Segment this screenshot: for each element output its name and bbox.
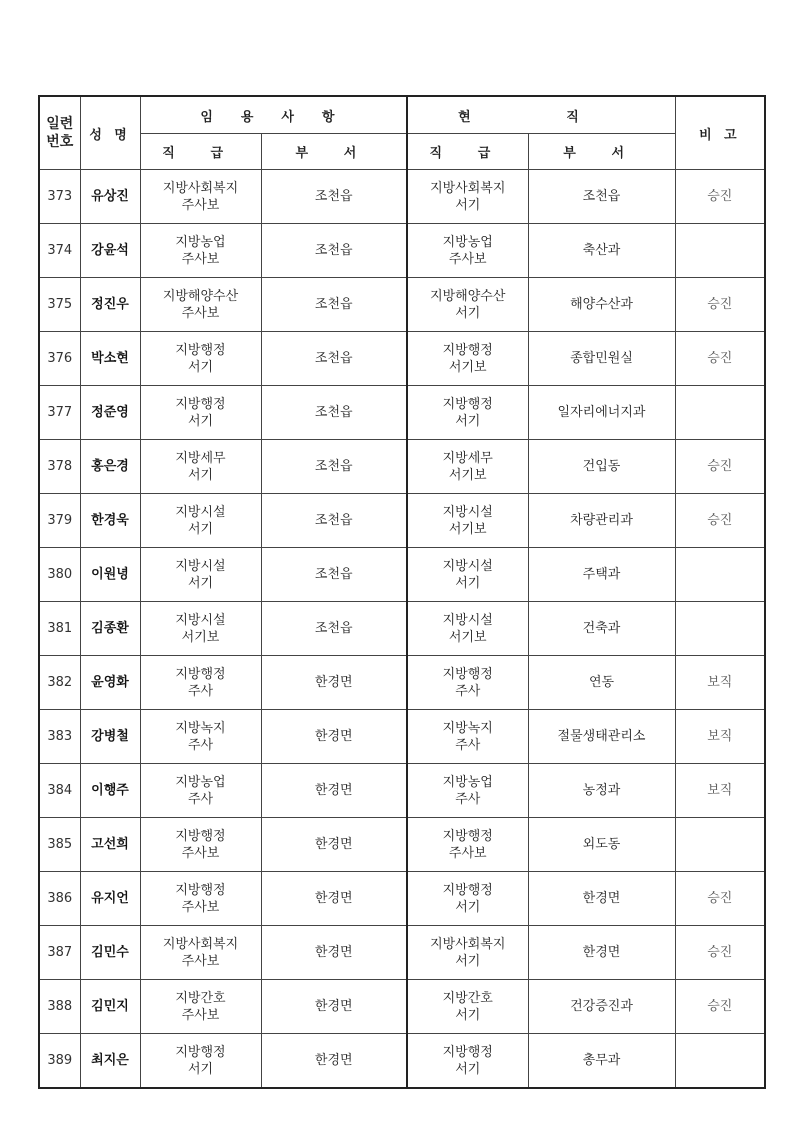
- current-dept-cell: 한경면: [528, 872, 675, 926]
- current-rank-cell: 지방간호 서기: [407, 980, 528, 1034]
- header-new-rank: 직 급: [140, 134, 261, 170]
- new-rank-cell: 지방농업 주사: [140, 764, 261, 818]
- current-rank-cell: 지방행정 주사보: [407, 818, 528, 872]
- note-cell: 승진: [675, 170, 765, 224]
- employee-name-cell: 이행주: [80, 764, 140, 818]
- new-dept-cell: 한경면: [261, 980, 407, 1034]
- current-dept-cell: 총무과: [528, 1034, 675, 1089]
- serial-number-cell: 382: [39, 656, 80, 710]
- serial-number-cell: 375: [39, 278, 80, 332]
- new-rank-cell: 지방녹지 주사: [140, 710, 261, 764]
- serial-number-cell: 377: [39, 386, 80, 440]
- table-row: [39, 224, 765, 278]
- current-dept-cell: 농정과: [528, 764, 675, 818]
- new-dept-cell: 한경면: [261, 656, 407, 710]
- employee-name-cell: 강병철: [80, 710, 140, 764]
- header-new-dept: 부 서: [261, 134, 407, 170]
- header-cur-rank: 직 급: [407, 134, 528, 170]
- header-note: 비 고: [675, 96, 765, 170]
- new-dept-cell: 조천읍: [261, 332, 407, 386]
- header-appointment: 임 용 사 항: [140, 96, 407, 134]
- note-cell: 승진: [675, 494, 765, 548]
- table-body: [39, 170, 765, 1089]
- new-rank-cell: 지방시설 서기: [140, 548, 261, 602]
- employee-name-cell: 김민수: [80, 926, 140, 980]
- current-dept-cell: 차량관리과: [528, 494, 675, 548]
- new-dept-cell: 조천읍: [261, 224, 407, 278]
- note-cell: 승진: [675, 332, 765, 386]
- serial-number-cell: 379: [39, 494, 80, 548]
- employee-name-cell: 박소현: [80, 332, 140, 386]
- employee-name-cell: 김민지: [80, 980, 140, 1034]
- current-dept-cell: 축산과: [528, 224, 675, 278]
- current-rank-cell: 지방농업 주사: [407, 764, 528, 818]
- current-rank-cell: 지방해양수산 서기: [407, 278, 528, 332]
- current-rank-cell: 지방녹지 주사: [407, 710, 528, 764]
- current-rank-cell: 지방행정 서기보: [407, 332, 528, 386]
- table-row: [39, 710, 765, 764]
- header-cur-dept: 부 서: [528, 134, 675, 170]
- new-dept-cell: 한경면: [261, 1034, 407, 1089]
- serial-number-cell: 380: [39, 548, 80, 602]
- note-cell: 승진: [675, 872, 765, 926]
- note-cell: 승진: [675, 926, 765, 980]
- new-dept-cell: 조천읍: [261, 494, 407, 548]
- current-rank-cell: 지방세무 서기보: [407, 440, 528, 494]
- employee-name-cell: 고선희: [80, 818, 140, 872]
- serial-number-cell: 385: [39, 818, 80, 872]
- table-row: [39, 980, 765, 1034]
- new-rank-cell: 지방해양수산 주사보: [140, 278, 261, 332]
- new-dept-cell: 한경면: [261, 710, 407, 764]
- note-cell: 보직: [675, 656, 765, 710]
- new-dept-cell: 조천읍: [261, 440, 407, 494]
- serial-number-cell: 381: [39, 602, 80, 656]
- header-current: 현 직: [407, 96, 675, 134]
- new-rank-cell: 지방사회복지 주사보: [140, 926, 261, 980]
- new-rank-cell: 지방시설 서기: [140, 494, 261, 548]
- new-dept-cell: 한경면: [261, 872, 407, 926]
- new-rank-cell: 지방시설 서기보: [140, 602, 261, 656]
- current-dept-cell: 건강증진과: [528, 980, 675, 1034]
- serial-number-cell: 388: [39, 980, 80, 1034]
- table-row: [39, 764, 765, 818]
- current-dept-cell: 일자리에너지과: [528, 386, 675, 440]
- employee-name-cell: 정진우: [80, 278, 140, 332]
- new-rank-cell: 지방행정 서기: [140, 332, 261, 386]
- serial-number-cell: 386: [39, 872, 80, 926]
- header-name: 성 명: [80, 96, 140, 170]
- current-rank-cell: 지방시설 서기보: [407, 494, 528, 548]
- serial-number-cell: 373: [39, 170, 80, 224]
- employee-name-cell: 김종환: [80, 602, 140, 656]
- note-cell: [675, 548, 765, 602]
- note-cell: [675, 224, 765, 278]
- new-rank-cell: 지방사회복지 주사보: [140, 170, 261, 224]
- employee-name-cell: 이원녕: [80, 548, 140, 602]
- table-row: [39, 818, 765, 872]
- table-row: [39, 170, 765, 224]
- table-row: [39, 494, 765, 548]
- current-rank-cell: 지방행정 서기: [407, 386, 528, 440]
- serial-number-cell: 376: [39, 332, 80, 386]
- new-rank-cell: 지방행정 주사: [140, 656, 261, 710]
- new-rank-cell: 지방행정 서기: [140, 1034, 261, 1089]
- table-row: [39, 440, 765, 494]
- employee-name-cell: 정준영: [80, 386, 140, 440]
- new-dept-cell: 조천읍: [261, 386, 407, 440]
- new-dept-cell: 한경면: [261, 818, 407, 872]
- note-cell: 보직: [675, 764, 765, 818]
- employee-name-cell: 홍은경: [80, 440, 140, 494]
- employee-name-cell: 한경욱: [80, 494, 140, 548]
- note-cell: 승진: [675, 980, 765, 1034]
- table-row: [39, 926, 765, 980]
- employee-name-cell: 유상진: [80, 170, 140, 224]
- note-cell: [675, 602, 765, 656]
- current-rank-cell: 지방시설 서기보: [407, 602, 528, 656]
- table-row: [39, 602, 765, 656]
- new-rank-cell: 지방행정 주사보: [140, 872, 261, 926]
- note-cell: 승진: [675, 440, 765, 494]
- new-dept-cell: 조천읍: [261, 602, 407, 656]
- note-cell: 승진: [675, 278, 765, 332]
- table-row: [39, 548, 765, 602]
- new-rank-cell: 지방간호 주사보: [140, 980, 261, 1034]
- new-rank-cell: 지방행정 서기: [140, 386, 261, 440]
- current-dept-cell: 절물생태관리소: [528, 710, 675, 764]
- current-rank-cell: 지방농업 주사보: [407, 224, 528, 278]
- current-dept-cell: 외도동: [528, 818, 675, 872]
- table-row: [39, 1034, 765, 1089]
- current-dept-cell: 연동: [528, 656, 675, 710]
- note-cell: 보직: [675, 710, 765, 764]
- personnel-table: [38, 95, 766, 1089]
- employee-name-cell: 최지은: [80, 1034, 140, 1089]
- table-row: [39, 386, 765, 440]
- current-rank-cell: 지방사회복지 서기: [407, 926, 528, 980]
- new-rank-cell: 지방세무 서기: [140, 440, 261, 494]
- table-row: [39, 872, 765, 926]
- current-dept-cell: 주택과: [528, 548, 675, 602]
- current-dept-cell: 해양수산과: [528, 278, 675, 332]
- new-rank-cell: 지방농업 주사보: [140, 224, 261, 278]
- employee-name-cell: 윤영화: [80, 656, 140, 710]
- note-cell: [675, 1034, 765, 1089]
- current-dept-cell: 건축과: [528, 602, 675, 656]
- note-cell: [675, 818, 765, 872]
- current-dept-cell: 종합민원실: [528, 332, 675, 386]
- current-dept-cell: 한경면: [528, 926, 675, 980]
- current-rank-cell: 지방사회복지 서기: [407, 170, 528, 224]
- table-row: [39, 656, 765, 710]
- current-dept-cell: 조천읍: [528, 170, 675, 224]
- current-rank-cell: 지방행정 서기: [407, 1034, 528, 1089]
- new-dept-cell: 한경면: [261, 926, 407, 980]
- serial-number-cell: 389: [39, 1034, 80, 1089]
- serial-number-cell: 384: [39, 764, 80, 818]
- table-row: [39, 332, 765, 386]
- table-row: [39, 278, 765, 332]
- new-dept-cell: 한경면: [261, 764, 407, 818]
- current-dept-cell: 건입동: [528, 440, 675, 494]
- serial-number-cell: 387: [39, 926, 80, 980]
- employee-name-cell: 강윤석: [80, 224, 140, 278]
- new-rank-cell: 지방행정 주사보: [140, 818, 261, 872]
- header-serial: 일련 번호: [39, 96, 80, 170]
- new-dept-cell: 조천읍: [261, 170, 407, 224]
- new-dept-cell: 조천읍: [261, 548, 407, 602]
- serial-number-cell: 378: [39, 440, 80, 494]
- new-dept-cell: 조천읍: [261, 278, 407, 332]
- employee-name-cell: 유지언: [80, 872, 140, 926]
- note-cell: [675, 386, 765, 440]
- current-rank-cell: 지방행정 주사: [407, 656, 528, 710]
- current-rank-cell: 지방행정 서기: [407, 872, 528, 926]
- serial-number-cell: 383: [39, 710, 80, 764]
- current-rank-cell: 지방시설 서기: [407, 548, 528, 602]
- serial-number-cell: 374: [39, 224, 80, 278]
